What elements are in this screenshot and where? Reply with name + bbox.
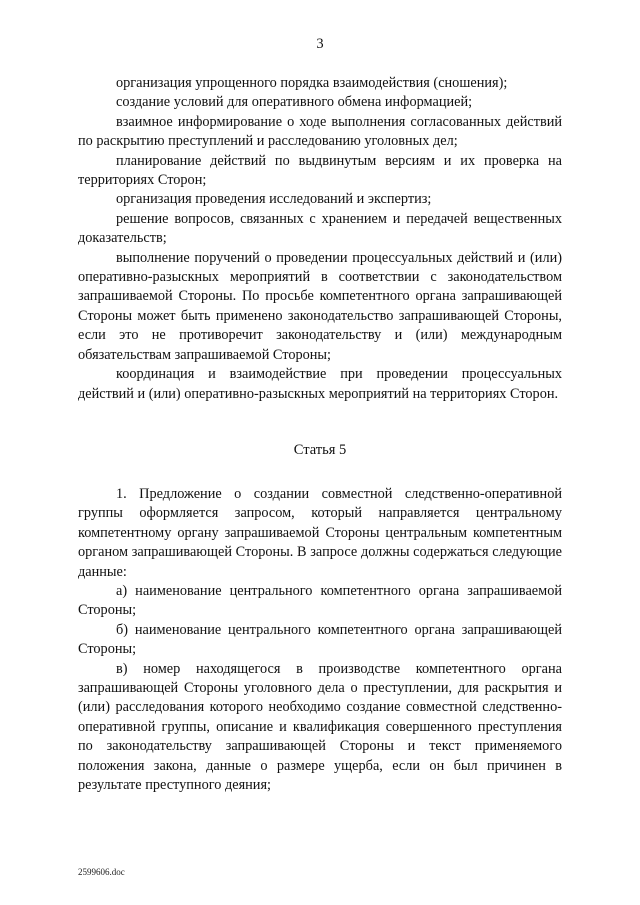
- article-paragraph: а) наименование центрального компетентного органа запрашиваемой Стороны;: [78, 583, 562, 619]
- list-item: организация упрощенного порядка взаимодействия (сношения);: [116, 75, 508, 91]
- article-paragraph: в) номер находящегося в производстве компетентного органа запрашивающей Стороны уголовного дела о преступлении, для раскрытия и (или) расследования которого необходимо создание совместной следственно-оперативной группы, описание и квалификация совершенного преступления по законодательству запрашивающей Стороны и текст применяемого положения закона, данные о размере ущерба, если он был причинен в результате преступного деяния;: [78, 660, 562, 794]
- article-paragraph: 1. Предложение о создании совместной следственно-оперативной группы оформляется запросом, который направляется центральному компетентному органу запрашиваемой Стороны центральным компетентным органом запрашивающей Стороны. В запросе должны содержаться следующие данные:: [78, 486, 562, 580]
- list-item: организация проведения исследований и экспертиз;: [116, 191, 432, 208]
- article-heading: Статья 5: [293, 442, 347, 458]
- cooperation-forms-list: [78, 74, 562, 404]
- list-item: взаимное информирование о ходе выполнения согласованных действий по раскрытию преступлений и расследованию уголовных дел;: [78, 113, 562, 150]
- list-item: выполнение поручений о проведении процессуальных действий и (или) оперативно-разыскных мероприятий в соответствии с законодательством запрашиваемой Стороны. По просьбе компетентного органа запрашивающей Стороны может быть применено законодательство запрашивающей Стороны, если это не противоречит законодательству и (или) международным обязательствам запрашиваемой Стороны;: [78, 249, 562, 363]
- list-item: решение вопросов, связанных с хранением и передачей вещественных доказательств;: [78, 210, 562, 247]
- list-item: координация и взаимодействие при проведении процессуальных действий и (или) оперативно-разыскных мероприятий на территориях Сторон.: [78, 366, 562, 402]
- list-item: создание условий для оперативного обмена информацией;: [116, 94, 473, 111]
- document-file-name: 2599606.doc: [78, 867, 125, 877]
- article-body: [78, 485, 562, 796]
- article-paragraph: б) наименование центрального компетентного органа запрашивающей Стороны;: [78, 621, 562, 658]
- page-number: 3: [316, 36, 324, 52]
- list-item: планирование действий по выдвинутым версиям и их проверка на территориях Сторон;: [78, 152, 562, 189]
